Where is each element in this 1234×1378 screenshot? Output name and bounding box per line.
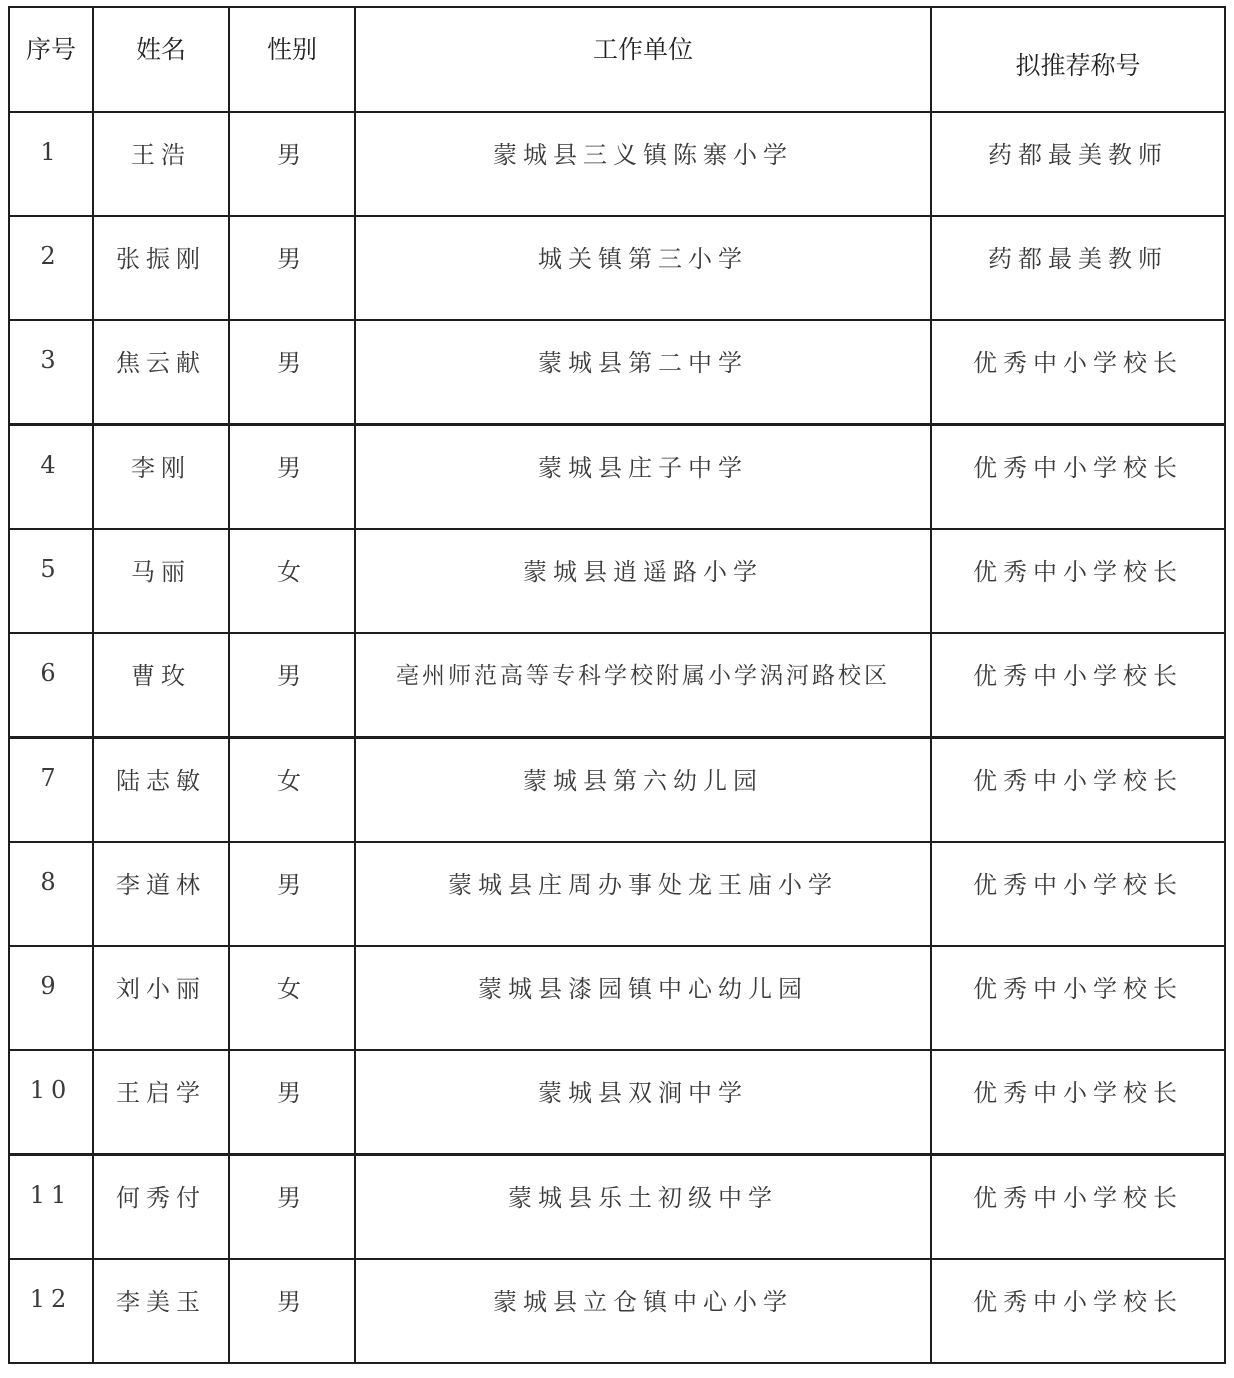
table-row xyxy=(9,112,1225,216)
table-row xyxy=(9,320,1225,425)
table-row xyxy=(9,633,1225,738)
cell-seq: 9 xyxy=(9,946,93,1050)
cell-title: 优秀中小学校长 xyxy=(931,1155,1225,1260)
cell-gender: 男 xyxy=(229,320,355,425)
cell-gender: 男 xyxy=(229,1050,355,1155)
cell-name: 焦云献 xyxy=(93,320,229,425)
cell-unit: 蒙城县乐土初级中学 xyxy=(355,1155,931,1260)
cell-seq: 1 xyxy=(9,112,93,216)
cell-seq: 10 xyxy=(9,1050,93,1155)
cell-seq: 4 xyxy=(9,425,93,530)
cell-name: 李美玉 xyxy=(93,1259,229,1363)
cell-name: 张振刚 xyxy=(93,216,229,320)
cell-unit: 城关镇第三小学 xyxy=(355,216,931,320)
cell-seq: 8 xyxy=(9,842,93,946)
header-name: 姓名 xyxy=(93,7,229,112)
cell-name: 何秀付 xyxy=(93,1155,229,1260)
cell-title: 优秀中小学校长 xyxy=(931,1259,1225,1363)
cell-gender: 女 xyxy=(229,529,355,633)
cell-title: 优秀中小学校长 xyxy=(931,946,1225,1050)
table-row xyxy=(9,425,1225,530)
cell-title: 药都最美教师 xyxy=(931,216,1225,320)
cell-unit: 蒙城县逍遥路小学 xyxy=(355,529,931,633)
cell-name: 曹玫 xyxy=(93,633,229,738)
cell-gender: 男 xyxy=(229,112,355,216)
cell-title: 优秀中小学校长 xyxy=(931,633,1225,738)
cell-unit: 蒙城县第六幼儿园 xyxy=(355,738,931,843)
cell-unit: 蒙城县漆园镇中心幼儿园 xyxy=(355,946,931,1050)
table-row xyxy=(9,1259,1225,1363)
table-row xyxy=(9,946,1225,1050)
table-row xyxy=(9,216,1225,320)
cell-title: 优秀中小学校长 xyxy=(931,529,1225,633)
cell-unit: 蒙城县三义镇陈寨小学 xyxy=(355,112,931,216)
cell-gender: 女 xyxy=(229,738,355,843)
table-row xyxy=(9,1050,1225,1155)
cell-seq: 12 xyxy=(9,1259,93,1363)
cell-gender: 女 xyxy=(229,946,355,1050)
cell-gender: 男 xyxy=(229,633,355,738)
cell-name: 陆志敏 xyxy=(93,738,229,843)
cell-title: 优秀中小学校长 xyxy=(931,320,1225,425)
cell-name: 王浩 xyxy=(93,112,229,216)
cell-unit: 蒙城县立仓镇中心小学 xyxy=(355,1259,931,1363)
cell-title: 药都最美教师 xyxy=(931,112,1225,216)
cell-seq: 11 xyxy=(9,1155,93,1260)
header-unit: 工作单位 xyxy=(355,7,931,112)
cell-unit: 蒙城县双涧中学 xyxy=(355,1050,931,1155)
cell-seq: 6 xyxy=(9,633,93,738)
cell-unit: 蒙城县庄周办事处龙王庙小学 xyxy=(355,842,931,946)
cell-seq: 5 xyxy=(9,529,93,633)
cell-gender: 男 xyxy=(229,842,355,946)
table-row xyxy=(9,738,1225,843)
cell-name: 王启学 xyxy=(93,1050,229,1155)
cell-unit: 亳州师范高等专科学校附属小学涡河路校区 xyxy=(355,633,931,738)
table-row xyxy=(9,529,1225,633)
cell-name: 马丽 xyxy=(93,529,229,633)
roster-table-container xyxy=(8,6,1224,1364)
header-seq: 序号 xyxy=(9,7,93,112)
header-title: 拟推荐称号 xyxy=(931,7,1225,112)
cell-gender: 男 xyxy=(229,216,355,320)
cell-gender: 男 xyxy=(229,1259,355,1363)
cell-title: 优秀中小学校长 xyxy=(931,842,1225,946)
cell-title: 优秀中小学校长 xyxy=(931,425,1225,530)
cell-title: 优秀中小学校长 xyxy=(931,1050,1225,1155)
cell-name: 李刚 xyxy=(93,425,229,530)
cell-seq: 2 xyxy=(9,216,93,320)
header-gender: 性别 xyxy=(229,7,355,112)
table-row xyxy=(9,842,1225,946)
cell-title: 优秀中小学校长 xyxy=(931,738,1225,843)
cell-name: 刘小丽 xyxy=(93,946,229,1050)
table-row xyxy=(9,1155,1225,1260)
cell-unit: 蒙城县庄子中学 xyxy=(355,425,931,530)
roster-table xyxy=(8,6,1226,1364)
cell-seq: 3 xyxy=(9,320,93,425)
header-row xyxy=(9,7,1225,112)
cell-unit: 蒙城县第二中学 xyxy=(355,320,931,425)
cell-seq: 7 xyxy=(9,738,93,843)
cell-name: 李道林 xyxy=(93,842,229,946)
cell-gender: 男 xyxy=(229,425,355,530)
cell-gender: 男 xyxy=(229,1155,355,1260)
